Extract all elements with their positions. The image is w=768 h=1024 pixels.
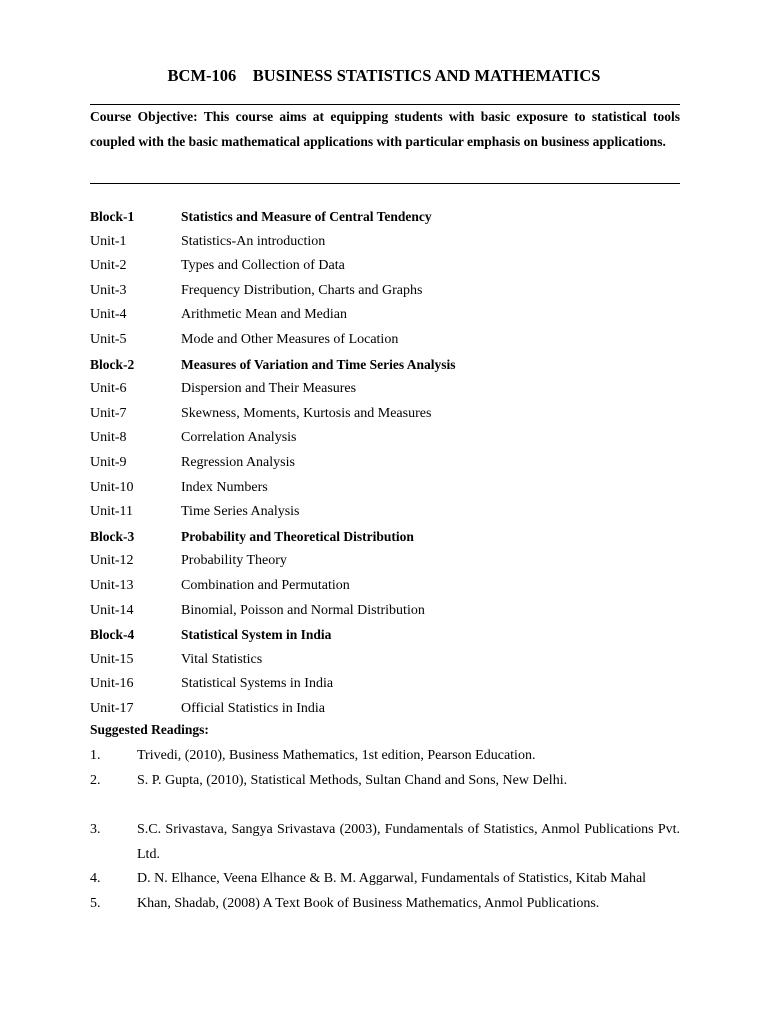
- unit-row: [90, 648, 690, 672]
- block-row: [90, 205, 690, 229]
- reading-text: Khan, Shadab, (2008) A Text Book of Business Mathematics, Anmol Publications.: [137, 896, 600, 911]
- reading-item: [90, 817, 680, 867]
- unit-code: Unit-14: [90, 602, 134, 618]
- block-row: [90, 353, 690, 377]
- unit-title: Arithmetic Mean and Median: [181, 307, 348, 323]
- unit-title: Mode and Other Measures of Location: [181, 332, 399, 347]
- block-title: Probability and Theoretical Distribution: [181, 528, 414, 544]
- unit-row: [90, 230, 690, 254]
- unit-code: Unit-12: [90, 553, 134, 569]
- block-code: Block-1: [90, 209, 135, 224]
- unit-row: [90, 377, 690, 401]
- unit-title: Binomial, Poisson and Normal Distribution: [181, 602, 425, 618]
- reading-item: [90, 891, 680, 916]
- unit-row: [90, 574, 690, 598]
- unit-title: Dispersion and Their Measures: [181, 381, 357, 397]
- reading-item: [90, 866, 680, 891]
- unit-code: Unit-5: [90, 332, 127, 347]
- reading-text: D. N. Elhance, Veena Elhance & B. M. Aggarwal, Fundamentals of Statistics, Kitab Mahal: [137, 871, 647, 886]
- block-title: Statistical System in India: [181, 627, 332, 643]
- unit-row: [90, 500, 690, 524]
- unit-row: [90, 549, 690, 573]
- block-code: Block-2: [90, 356, 135, 372]
- unit-title: Probability Theory: [181, 553, 287, 569]
- reading-number: 1.: [90, 748, 101, 763]
- reading-text: S. P. Gupta, (2010), Statistical Methods, Sultan Chand and Sons, New Delhi.: [137, 773, 568, 788]
- unit-row: [90, 402, 690, 426]
- unit-title: Official Statistics in India: [181, 701, 325, 716]
- bottom-rule: [90, 183, 680, 184]
- unit-title: Types and Collection of Data: [181, 258, 345, 274]
- unit-code: Unit-1: [90, 233, 127, 249]
- unit-code: Unit-3: [90, 282, 127, 298]
- unit-code: Unit-7: [90, 405, 127, 421]
- unit-code: Unit-4: [90, 307, 127, 323]
- unit-title: Skewness, Moments, Kurtosis and Measures: [181, 405, 432, 421]
- unit-code: Unit-13: [90, 578, 134, 593]
- unit-title: Statistical Systems in India: [181, 676, 334, 692]
- reading-number: 4.: [90, 871, 101, 886]
- reading-number: 5.: [90, 896, 101, 911]
- unit-row: [90, 476, 690, 500]
- unit-row: [90, 303, 690, 327]
- unit-code: Unit-9: [90, 455, 127, 470]
- course-objective: Course Objective: This course aims at equipping students with basic exposure to statistical tools coupled with the basic mathematical applications with particular emphasis on business applications.: [90, 109, 680, 149]
- unit-title: Combination and Permutation: [181, 578, 350, 593]
- unit-title: Regression Analysis: [181, 455, 295, 470]
- block-title: Measures of Variation and Time Series Analysis: [181, 356, 456, 372]
- unit-code: Unit-15: [90, 651, 134, 667]
- readings-heading: Suggested Readings:: [90, 722, 209, 737]
- block-row: [90, 623, 690, 647]
- block-title: Statistics and Measure of Central Tendency: [181, 209, 432, 224]
- unit-code: Unit-16: [90, 676, 134, 692]
- unit-row: [90, 599, 690, 623]
- page-title: BCM-106 BUSINESS STATISTICS AND MATHEMATICS: [167, 66, 601, 85]
- reading-item: [90, 768, 680, 793]
- unit-row: [90, 426, 690, 450]
- unit-row: [90, 451, 690, 475]
- unit-row: [90, 328, 690, 352]
- reading-item: [90, 743, 680, 768]
- block-code: Block-4: [90, 627, 135, 643]
- unit-code: Unit-6: [90, 381, 127, 397]
- unit-code: Unit-17: [90, 701, 134, 716]
- unit-title: Correlation Analysis: [181, 430, 297, 446]
- block-code: Block-3: [90, 528, 135, 544]
- unit-row: [90, 279, 690, 303]
- unit-title: Time Series Analysis: [181, 504, 300, 520]
- unit-code: Unit-11: [90, 504, 134, 520]
- reading-number: 3.: [90, 822, 101, 837]
- reading-number: 2.: [90, 773, 101, 788]
- unit-row: [90, 672, 690, 696]
- reading-text: S.C. Srivastava, Sangya Srivastava (2003), Fundamentals of Statistics, Anmol Publications Pvt. Ltd.: [137, 822, 680, 862]
- unit-code: Unit-2: [90, 258, 127, 274]
- block-row: [90, 525, 690, 549]
- unit-code: Unit-8: [90, 430, 127, 446]
- unit-row: [90, 254, 690, 278]
- reading-text: Trivedi, (2010), Business Mathematics, 1st edition, Pearson Education.: [137, 748, 536, 763]
- unit-title: Statistics-An introduction: [181, 233, 326, 249]
- unit-code: Unit-10: [90, 479, 134, 495]
- unit-title: Index Numbers: [181, 479, 268, 495]
- unit-title: Frequency Distribution, Charts and Graphs: [181, 282, 423, 298]
- unit-title: Vital Statistics: [181, 651, 263, 667]
